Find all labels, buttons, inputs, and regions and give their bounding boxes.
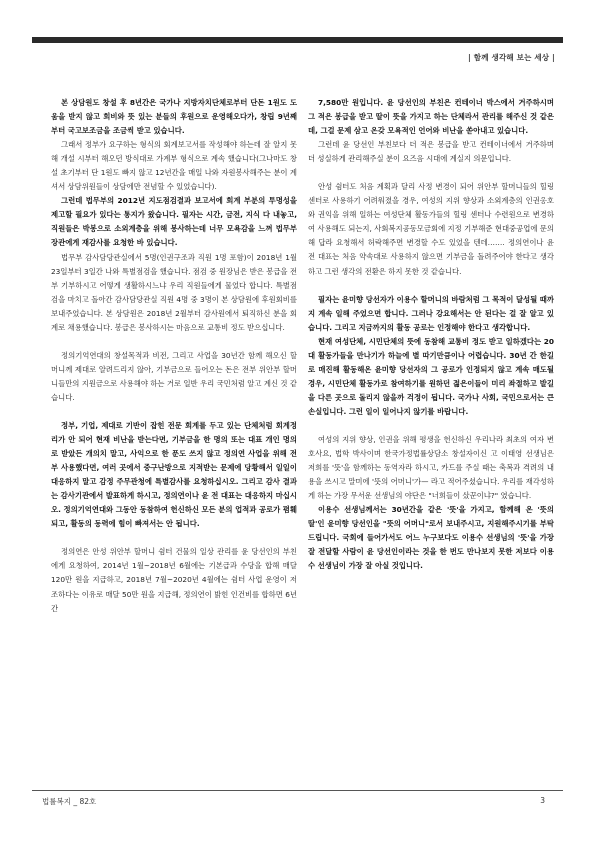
header-rule bbox=[32, 37, 563, 43]
paragraph: 그런데 윤 당선인 부친보다 더 적은 봉급을 받고 컨테이너에서 거주하며 더 성실하게 관리해주실 분이 요즈음 시대에 계실지 의문입니다. bbox=[308, 140, 554, 164]
paragraph: 정의기억연대의 창설목적과 비전, 그리고 사업을 30년간 함께 해오신 할머니께 제대로 알려드리지 않아, 기부금으로 들어오는 돈은 전부 위안부 할머니들만의 지원금으로 사용해야 하는 거로 일반 우리 국민처럼 알고 계신 것 같습니다. bbox=[51, 350, 297, 402]
paragraph: 본 상담원도 창설 후 8년간은 국가나 지방자치단체로부터 단돈 1원도 도움을 받지 않고 회비와 뜻 있는 분들의 후원으로 운영해오다가, 창립 9년째부터 국고보조금을 조금씩 받고 있습니다. bbox=[51, 98, 297, 136]
footer-publication: 법률복지 _ 82호 bbox=[42, 797, 97, 806]
paragraph: 그런데 법무부의 2012년 지도점검결과 보고서에 회계 부분의 투명성을 제고할 필요가 있다는 통지가 왔습니다. 필자는 시간, 금전, 지식 다 내놓고, 직원들은 박봉으로 소외계층을 위해 봉사하는데 너무 모욕감을 느껴 법무부 장관에게 재감사를 요청한 바 있습니다. bbox=[51, 196, 297, 248]
page-number: 3 bbox=[540, 796, 545, 805]
paragraph: 7,580만 원입니다. 윤 당선인의 부친은 컨테이너 박스에서 거주하시며 그 적은 봉급을 받고 딸이 뜻을 가지고 하는 단체라서 관리를 해주신 것 같은데, 그걸 문제 삼고 온갖 모욕적인 언어와 비난을 쏟아내고 있습니다. bbox=[308, 98, 554, 136]
paragraph: 이용수 선생님께서는 30년간을 같은 '뜻'을 가지고, 함께해 온 '뜻의 딸'인 윤미향 당선인을 "뜻의 어머니"로서 보내주시고, 지원해주시기를 부탁드립니다. 국회에 들어가서도 어느 누구보다도 이용수 선생님의 '뜻'을 가장 잘 전달할 사람이 윤 당선인이라는 것을 한 번도 만나보지 못한 저보다 이용수 선생님이 가장 잘 아실 것입니다. bbox=[308, 505, 554, 571]
paragraph: 그래서 정부가 요구하는 형식의 회계보고서를 작성해야 하는데 잘 알지 못해 개설 시부터 해오던 방식대로 가계부 형식으로 계속 했습니다(그나마도 창설 초기부터 단 1원도 빠지 않고 12년간을 매일 나와 자원봉사해주는 분이 계셔서 상담위원들이 상담에만 전념할 수 있었습니다). bbox=[51, 140, 297, 192]
paragraph: 정의연은 안성 위안부 할머니 쉼터 건물의 일상 관리를 윤 당선인의 부친에게 요청하여, 2014년 1월~2018년 6월에는 기본급과 수당을 합해 매달 120만 원을 지급하고, 2018년 7월~2020년 4월에는 쉼터 사업 운영이 저조하다는 이유로 매달 50만 원을 지급해, 정의연이 밝힌 인건비를 합하면 6년간 bbox=[51, 547, 297, 613]
paragraph: 현재 여성단체, 시민단체의 뜻에 동참해 교통비 정도 받고 일하겠다는 20대 활동가들을 만나기가 하늘에 별 따기만큼이나 어렵습니다. 30년 간 한길로 매진해 활동해온 윤미향 당선자의 그 공로가 인정되지 않고 계속 매도될 경우, 시민단체 활동가로 참여하기를 원하던 젊은이들이 미리 좌절하고 발길을 다른 곳으로 돌리지 않을까 걱정이 됩니다. 국가나 사회, 국민으로서는 큰 손실입니다. 그런 일이 일어나지 않기를 바랍니다. bbox=[308, 336, 554, 416]
footer-rule bbox=[32, 790, 563, 791]
paragraph: 안성 쉼터도 처음 계획과 달리 사정 변경이 되어 위안부 할머니들의 힐링 센터로 사용하기 어려워졌을 경우, 여성의 지위 향상과 소외계층의 인권옹호와 권익을 위해 일하는 여성단체 활동가들의 힐링 센터나 수련원으로 변경하여 사용해도 되는지, 사회복지공동모금회에 지정 기부해준 현대중공업에 문의해 답라 요청해서 허락해주면 변경할 수도 있었을 텐데……. 정의연이나 윤 전 대표는 처음 약속대로 사용하지 않으면 기부금을 돌려주어야 한다고 생각하고 그런 생각의 전환은 하지 못한 것 같습니다. bbox=[308, 182, 554, 276]
paragraph: 필자는 윤미향 당선자가 이용수 할머니의 바람처럼 그 목적이 달성될 때까지 계속 일해 주었으면 합니다. 그러나 강요해서는 안 된다는 걸 잘 알고 있습니다. 그리고 지금까지의 활동 공로는 인정해야 한다고 생각합니다. bbox=[308, 294, 554, 332]
paragraph: 여성의 지위 향상, 인권을 위해 평생을 헌신하신 우리나라 최초의 여자 변호사요, 법학 박사이며 한국가정법률상담소 창설자이신 고 이태영 선생님은 저희를 '뜻'을 함께하는 동역자라 하시고, 카드를 주실 때는 축복과 격려의 내용을 쓰시고 말미에 '뜻의 어머니'가— 라고 적어주셨습니다. 우리를 재각성하게 하는 가장 무서운 선생님의 야단은 "너희들이 샀꾼이냐?" 였습니다. bbox=[308, 434, 554, 501]
left-column bbox=[51, 96, 297, 616]
section-label: | 함께 생각해 보는 세상 | bbox=[468, 53, 555, 62]
paragraph: 정부, 기업, 제대로 기반이 잡힌 전문 회계를 두고 있는 단체처럼 회계정리가 안 되어 현재 비난을 받는다면, 기부금을 한 명의 또는 대표 개인 명의로 받았든 개의치 말고, 사익으로 한 푼도 쓰지 않고 정의연 사업을 위해 전부 사용했다면, 여러 곳에서 중구난방으로 지적받는 문제에 당황해서 일일이 대응하지 말고 감정 주무관청에 특별감사를 요청하십시오. 그리고 감사 결과는 감사기관에서 발표하게 하시고, 정의연이나 윤 전 대표는 대응하지 마십시오. 정의기억연대와 그동안 동참하여 헌신하신 모든 분의 업적과 공로가 폄훼되고, 활동의 동력에 힘이 빠져서는 안 됩니다. bbox=[51, 420, 297, 529]
paragraph: 법무부 감사담당관실에서 5명(인권구조과 직원 1명 포함)이 2018년 1월 23일부터 3일간 나와 특별점검을 했습니다. 점검 중 원장님은 받은 봉급을 전부 기부하시고 어떻게 생활하시느냐 우리 직원들에게 물었다 합니다. 특별점검을 마치고 돌아간 감사담당관실 직원 4명 중 3명이 본 상담원에 후원회비를 보내주었습니다. 본 상담원은 2018년 2월부터 감사원에서 퇴직하신 분을 회계로 채용했습니다. 봉급은 봉사하시는 마음으로 교통비 정도 받으십니다. bbox=[51, 252, 297, 332]
right-column bbox=[308, 96, 554, 573]
